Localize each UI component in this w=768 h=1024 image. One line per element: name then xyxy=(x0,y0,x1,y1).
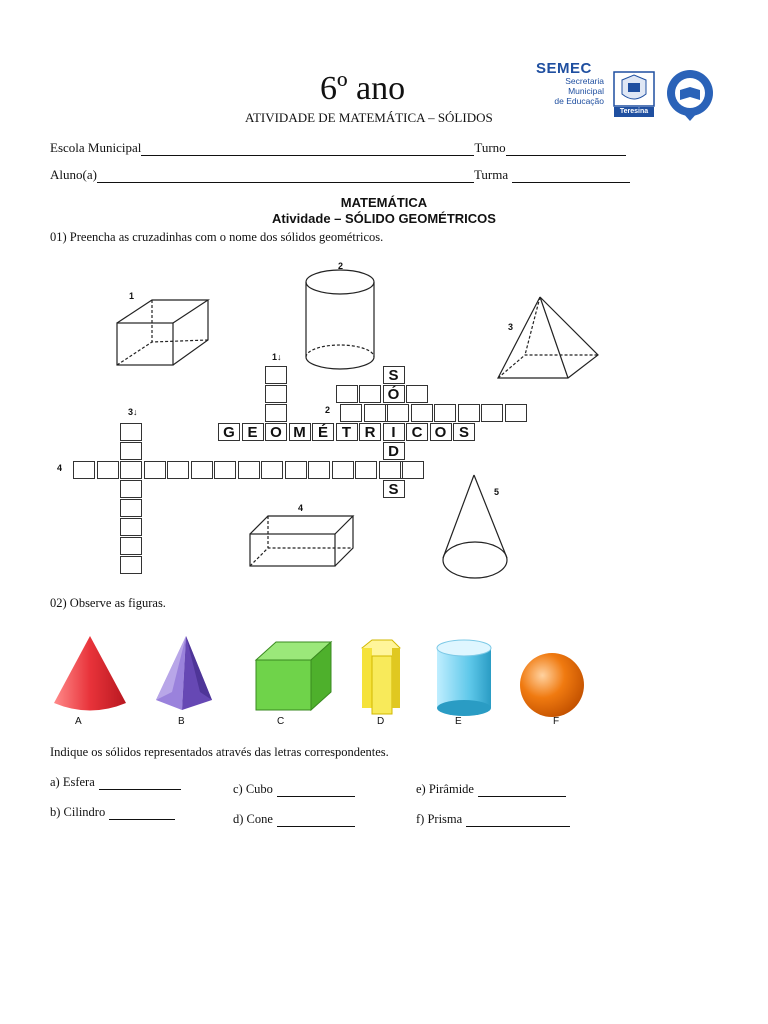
solid-label-b: B xyxy=(178,716,185,727)
crossword-cell-across-5[interactable] xyxy=(340,404,362,422)
crossword-cell-across-4[interactable] xyxy=(355,461,377,479)
crossword-cell-across-4[interactable] xyxy=(73,461,95,479)
crossword-cell-across-2[interactable]: T xyxy=(336,423,358,441)
answer-b-cilindro[interactable] xyxy=(50,805,175,820)
crossword-cell-across-4[interactable] xyxy=(238,461,260,479)
grade-title: 6º ano xyxy=(320,70,406,107)
crossword-cell-down-3[interactable] xyxy=(120,556,142,574)
yellow-prism xyxy=(362,640,400,714)
answer-a-label: a) Esfera xyxy=(50,775,95,789)
student-label: Aluno(a) xyxy=(50,167,97,182)
section-subtitle: Atividade – SÓLIDO GEOMÉTRICOS xyxy=(272,211,496,226)
crossword-cell-across-4[interactable] xyxy=(191,461,213,479)
crossword-cell-across-5[interactable] xyxy=(336,385,358,403)
purple-pyramid xyxy=(156,636,212,710)
crossword-cell-down-3[interactable] xyxy=(120,537,142,555)
crossword-cell-down-1[interactable] xyxy=(265,404,287,422)
shift-label: Turno xyxy=(474,140,506,155)
crossword-cell-across-4[interactable] xyxy=(402,461,424,479)
section-title: MATEMÁTICA xyxy=(340,195,428,210)
crossword-cell-across-4[interactable] xyxy=(308,461,330,479)
figure-number-2: 2 xyxy=(338,261,344,271)
answer-a-esfera[interactable] xyxy=(50,775,181,790)
crossword-cell-across-5[interactable] xyxy=(364,404,386,422)
solid-label-a: A xyxy=(75,716,82,727)
blue-cylinder xyxy=(437,640,491,716)
crossword-cell-across-5[interactable] xyxy=(458,404,480,422)
answer-c-cubo[interactable] xyxy=(233,782,355,797)
crossword-cell-down-3[interactable] xyxy=(120,442,142,460)
class-label: Turma xyxy=(473,167,509,182)
solid-label-f: F xyxy=(553,716,560,727)
crossword-cell-across-4[interactable] xyxy=(120,461,142,479)
crossword-cell-across-4[interactable] xyxy=(167,461,189,479)
crossword-cell-across-2[interactable]: G xyxy=(218,423,240,441)
semec-logo-line-2: Municipal xyxy=(568,86,604,96)
clue-number-2: 2 xyxy=(325,405,331,415)
crossword-cell-across-5[interactable] xyxy=(434,404,456,422)
clue-number-1-down: 1↓ xyxy=(272,352,282,362)
orange-sphere xyxy=(520,653,584,717)
crossword-cell-down-5[interactable]: S xyxy=(383,480,405,498)
crossword-cell-down-5[interactable]: S xyxy=(383,366,405,384)
crossword-cell-across-2[interactable]: O xyxy=(265,423,287,441)
answer-d-cone[interactable] xyxy=(233,812,355,827)
crossword-cell-across-2[interactable]: O xyxy=(430,423,452,441)
crossword-cell-across-4[interactable] xyxy=(379,461,401,479)
crossword-cell-across-4[interactable] xyxy=(144,461,166,479)
red-cone xyxy=(54,636,126,711)
crossword-cell-across-5[interactable] xyxy=(481,404,503,422)
crossword-cell-down-1[interactable] xyxy=(265,385,287,403)
crossword-cell-down-3[interactable] xyxy=(120,518,142,536)
crossword-cell-across-4[interactable] xyxy=(214,461,236,479)
answer-f-line[interactable] xyxy=(466,815,570,827)
solid-label-e: E xyxy=(455,716,462,727)
question-1-text: 01) Preencha as cruzadinhas com o nome dos sólidos geométricos. xyxy=(50,230,384,244)
crossword-cell-across-2[interactable]: E xyxy=(242,423,264,441)
clue-number-4: 4 xyxy=(57,463,63,473)
crossword-cell-across-2[interactable]: S xyxy=(453,423,475,441)
crossword-cell-down-1[interactable] xyxy=(265,366,287,384)
crossword-cell-down-3[interactable] xyxy=(120,499,142,517)
answer-d-label: d) Cone xyxy=(233,812,273,826)
school-label: Escola Municipal xyxy=(50,140,142,155)
solid-label-d: D xyxy=(377,716,385,727)
semec-logo-text: SEMEC xyxy=(536,60,592,77)
answer-e-label: e) Pirâmide xyxy=(416,782,474,796)
answer-f-prisma[interactable] xyxy=(416,812,570,827)
answer-e-piramide[interactable] xyxy=(416,782,566,797)
crossword-cell-across-5[interactable] xyxy=(411,404,433,422)
semec-logo-line-3: de Educação xyxy=(554,96,604,106)
crossword-cell-across-4[interactable] xyxy=(261,461,283,479)
crossword-cell-across-4[interactable] xyxy=(97,461,119,479)
question-2-text: 02) Observe as figuras. xyxy=(50,596,166,610)
answer-a-line[interactable] xyxy=(99,778,181,790)
answer-d-line[interactable] xyxy=(277,815,355,827)
crossword-cell-across-5[interactable] xyxy=(387,404,409,422)
crossword-cell-across-4[interactable] xyxy=(332,461,354,479)
activity-subtitle: ATIVIDADE DE MATEMÁTICA – SÓLIDOS xyxy=(245,110,493,125)
crossword-cell-down-3[interactable] xyxy=(120,480,142,498)
answer-c-line[interactable] xyxy=(277,785,355,797)
crossword-cell-down-3[interactable] xyxy=(120,423,142,441)
clue-number-3-down: 3↓ xyxy=(128,407,138,417)
crossword-cell-across-2[interactable]: C xyxy=(406,423,428,441)
figure-number-3: 3 xyxy=(508,322,514,332)
answer-b-line[interactable] xyxy=(109,808,175,820)
crossword-cell-across-2[interactable]: R xyxy=(359,423,381,441)
figure-number-1: 1 xyxy=(129,291,135,301)
answer-b-label: b) Cilindro xyxy=(50,805,106,819)
crossword-cell-across-5[interactable] xyxy=(406,385,428,403)
answer-c-label: c) Cubo xyxy=(233,782,273,796)
figure-number-4: 4 xyxy=(298,503,304,513)
crossword-cell-across-2[interactable]: É xyxy=(312,423,334,441)
crossword-cell-across-2[interactable]: M xyxy=(289,423,311,441)
answer-e-line[interactable] xyxy=(478,785,566,797)
crossword-cell-down-5[interactable]: Ó xyxy=(383,385,405,403)
crossword-cell-across-4[interactable] xyxy=(285,461,307,479)
green-cube xyxy=(256,642,331,710)
question-3-instruction: Indique os sólidos representados através das letras correspondentes. xyxy=(50,745,389,759)
figure-number-5: 5 xyxy=(494,487,500,497)
crossword-cell-down-5[interactable]: D xyxy=(383,442,405,460)
crossword-cell-across-5[interactable] xyxy=(505,404,527,422)
semec-logo-line-1: Secretaria xyxy=(565,76,604,86)
city-crest-label: Teresina xyxy=(619,108,649,115)
crossword-cell-across-5[interactable] xyxy=(359,385,381,403)
answer-f-label: f) Prisma xyxy=(416,812,463,826)
crossword-cell-across-2[interactable]: I xyxy=(383,423,405,441)
solid-label-c: C xyxy=(277,716,285,727)
